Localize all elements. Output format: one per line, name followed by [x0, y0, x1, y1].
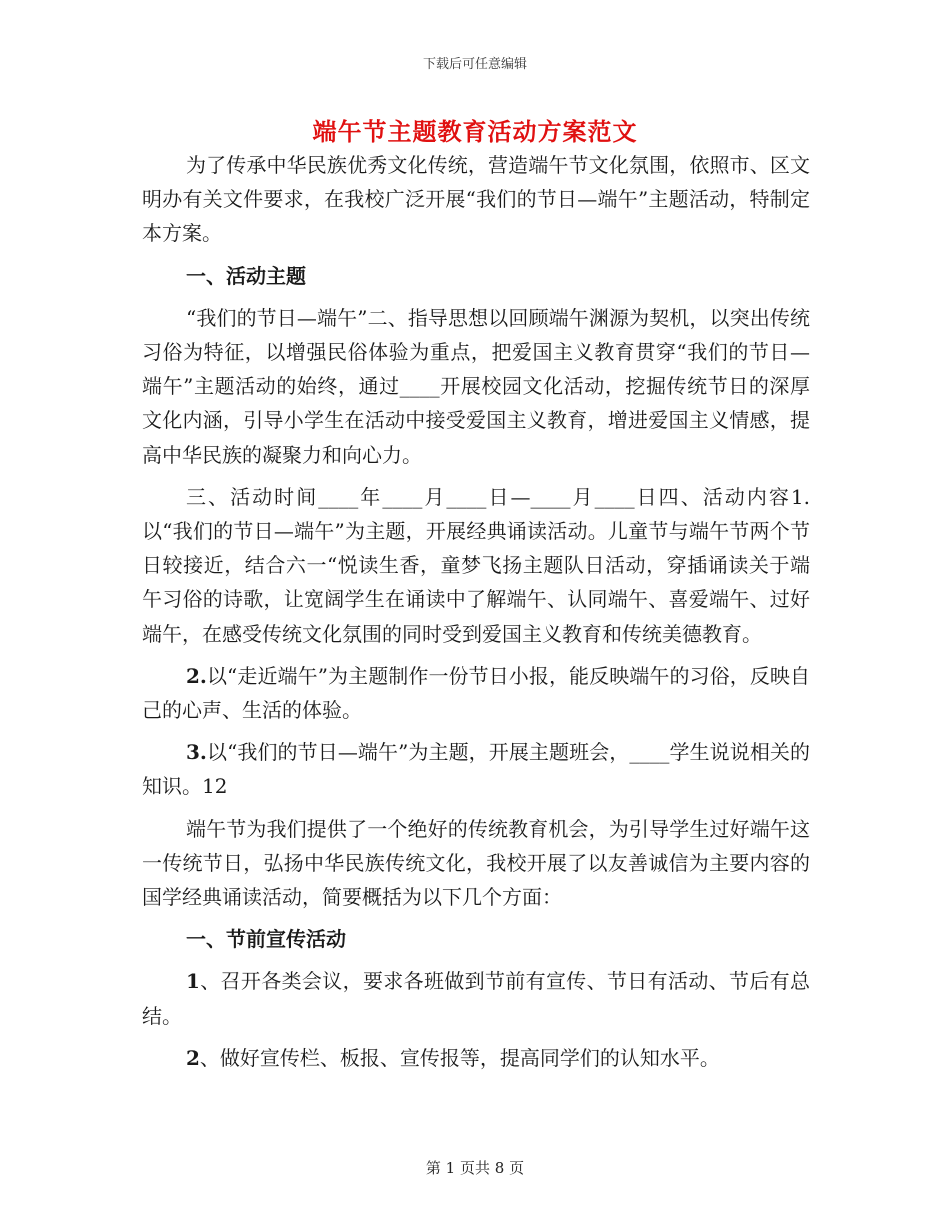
time-content-paragraph: 三、活动时间____年____月____日—____月____日四、活动内容1.以“我们的节日—端午”为主题，开展经典诵读活动。儿童节与端午节两个节日较接近，结合六一“悦读生香，童梦飞扬主题队日活动，穿插诵读关于端午习俗的诗歌，让宽阔学生在诵读中了解端午、认同端午、喜爱端午、过好端午，在感受传统文化氛围的同时受到爱国主义教育和传统美德教育。 — [142, 484, 810, 646]
publicity-item-1-number: 1 — [186, 969, 200, 994]
publicity-item-2-text: 、做好宣传栏、板报、宣传报等，提高同学们的认知水平。 — [199, 1045, 720, 1070]
item-3-paragraph — [142, 735, 810, 803]
guiding-paragraph: “我们的节日—端午”二、指导思想以回顾端午渊源为契机，以突出传统习俗为特征，以增强民俗体验为重点，把爱国主义教育贯穿“我们的节日—端午”主题活动的始终，通过____开展校园文化活动，挖掘传统节日的深厚文化内涵，引导小学生在活动中接受爱国主义教育，增进爱国主义情感，提高中华民族的凝聚力和向心力。 — [142, 305, 810, 467]
publicity-item-1 — [142, 964, 810, 1032]
publicity-item-1-text: 、召开各类会议，要求各班做到节前有宣传、节日有活动、节后有总结。 — [142, 969, 810, 1028]
item-3-text: 以“我们的节日—端午”为主题，开展主题班会，____学生说说相关的知识。12 — [142, 740, 810, 799]
section-heading-publicity: 一、节前宣传活动 — [186, 927, 346, 952]
document-body — [142, 148, 810, 1075]
intro-paragraph: 为了传承中华民族优秀文化传统，营造端午节文化氛围，依照市、区文明办有关文件要求，在我校广泛开展“我们的节日—端午”主题活动，特制定本方案。 — [142, 153, 810, 246]
page-footer-number: 第 1 页共 8 页 — [425, 1159, 525, 1177]
item-2-number: 2. — [186, 663, 207, 688]
summary-paragraph: 端午节为我们提供了一个绝好的传统教育机会，为引导学生过好端午这一传统节日，弘扬中华民族传统文化，我校开展了以友善诚信为主要内容的国学经典诵读活动，简要概括为以下几个方面： — [142, 816, 810, 910]
item-2-text: 以“走近端午”为主题制作一份节日小报，能反映端午的习俗，反映自己的心声、生活的体验。 — [142, 663, 810, 723]
item-3-number: 3. — [186, 740, 207, 765]
publicity-item-2 — [142, 1041, 810, 1075]
item-2-paragraph — [142, 659, 810, 727]
page-header-note: 下载后可任意编辑 — [422, 57, 527, 72]
section-heading-theme: 一、活动主题 — [186, 263, 306, 288]
publicity-item-2-number: 2 — [186, 1045, 200, 1070]
document-title: 端午节主题教育活动方案范文 — [312, 117, 638, 146]
